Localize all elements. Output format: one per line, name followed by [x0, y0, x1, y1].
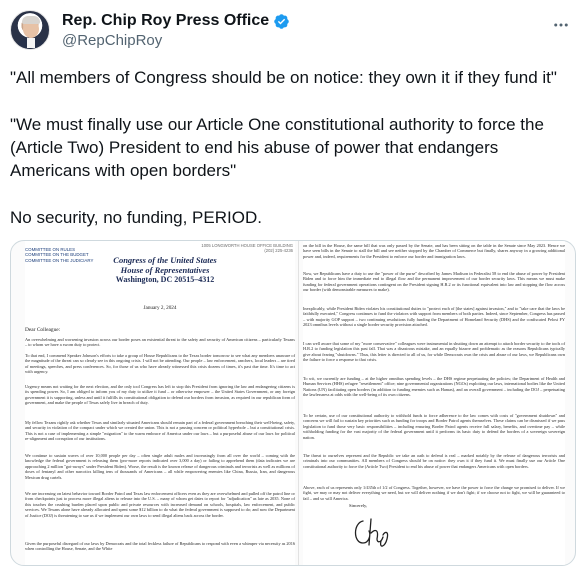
- more-options-icon[interactable]: [550, 14, 572, 36]
- letter-paragraph: To be certain, use of our constitutional authority to withhold funds to force adherence to the law comes with costs of "government shutdown" and concerns we will fail to sustain key priorities such as funding for troops and Border Patrol agents themselves. These claims can be dismissed if we pass legislation to fund those very basic responsibilities – including ensuring Border Patrol agents receive full salary, benefits, and overtime pay – while withholding funding for the vast majority of the federal government until it performs its basic duty to defend the borders of a sovereign sovereign nation.: [303, 413, 565, 440]
- letter-page-2: [303, 241, 565, 566]
- page-divider: [298, 241, 299, 566]
- verified-badge-icon: [273, 13, 290, 30]
- letterhead-congress: Congress of the United States: [113, 255, 217, 265]
- letter-paragraph: To wit, we currently are funding – at the higher omnibus spending levels – the DHS regime perpetuating the policies; the Department of Health and Human Services (HHS) refugee "resettlement" office; nine governmental organizations (NGOs) exploiting our laws, international bodies like the United Nations (UN) facilitating open borders (in addition to funding enemies such as Hamas), and an overall government – including the DOJ – perpetuating the lawlessness at odds with the well-being of its own citizens.: [303, 376, 565, 398]
- tweet-text-quote-1: "All members of Congress should be on notice: they own it if they fund it": [10, 68, 557, 87]
- letter-paragraph: An overwhelming and worsening invasion across our border poses an existential threat to the safety and security of American citizens – particularly Texans – to whom we have a sworn duty to protect.: [25, 337, 295, 348]
- letter-paragraph: Urgency means not waiting for the next election, and the only tool Congress has left to stop this President from ignoring the law and endangering citizens is its spending power. So, I am obliged to inform you of my duty to utilize it fund – or otherwise empower – the United States Government, or any foreign government it is supporting, unless and until it fulfills its constitutional obligation to defend our borders from invasion, as required in our republican form of government, and make the people of Texas safely live in breach of duty.: [25, 384, 295, 406]
- letter-date: January 2, 2024: [143, 305, 177, 311]
- tweet-header: [10, 8, 576, 52]
- letter-paragraph: Given the purposeful disregard of our laws by Democrats and the total feckless failure of Republicans to respond with even a whimper via necessity as 2016 when controlling the House, Senate, and the White: [25, 541, 295, 552]
- letter-paragraph: We are increasing on latest behavior toward Border Patrol and Texas law enforcement officers even as they are overwhelmed and pulled off the patrol line or from checkpoints just to process more illegal aliens to release into the U.S. – many of whom get dates to report for "adjudication" as late as 2035. None of this touches the crushing burden placed upon public and private resources with increased demand on schools, hospitals, law enforcement, and public services. We Texans alone have already allocated and spent some $12 billion to do what the federal government is supposed to do; and now the Department of Justice (DOJ) is threatening to sue us if we implement our own laws to send illegal aliens back across the border.: [25, 491, 295, 518]
- letter-paragraph: The threat to ourselves represent and the Republic we take an oath to defend is real – marked notably by the release of dangerous terrorists and criminals into our communities. All members of Congress should be on notice: they own it if they fund it. We must finally use our Article One constitutional authority to force the (Article Two) President to end his abuse of power that endangers Americans with open borders.: [303, 453, 565, 469]
- letterhead: [95, 255, 235, 285]
- letter-paragraph: I can well aware that some of my "more conservative" colleagues were instrumental in shutting down an attempt to attach border security to the tools of H.R.2 to funding legislation this past fall. That was a disastrous mistake, and an equally bizarre and problematic as the reasons Republicans typically give about fearing "shutdowns." Thus, this letter is directed to all of us, for while Democrats own the crisis and abuse of our laws, we Republicans own the failure to force a response to that crisis.: [303, 341, 565, 363]
- letter-page-1: [25, 241, 295, 566]
- name-row: [62, 12, 290, 30]
- account-handle[interactable]: @RepChipRoy: [62, 32, 163, 49]
- letter-paragraph: To that end, I commend Speaker Johnson's efforts to take a group of House Republicans to the Texas border tomorrow to see what any members unaware of the magnitude of the threat can so clearly see in this ongoing crisis. I will not be attending. Our people – law enforcement, ranchers, local leaders – are tired of meetings, speeches, and press conferences. So, for those of us who have already witnessed this crisis dozens of times, it's past due time. It's time to act with urgency.: [25, 353, 295, 375]
- letter-paragraph: We continue to sustain waves of over 10,000 people per day – often single adult males and increasingly from all over the world – coming with the knowledge the federal government is releasing them (pro-more reports indicated over 3,000 a day) or failing to apprehend them (data indicates we are approaching 2 million "got-aways" under President Biden). Worse, the result is the known release of dangerous criminals and terrorists as well as millions of doses of fentanyl and other narcotics killing tens of thousands of Americans – all while empowering enemies like China, Russia, Iran, and dangerous Mexican drug cartels.: [25, 453, 295, 480]
- letter-paragraph: Above, each of us represents only 1/435th of 1/2 of Congress. Together, however, we have the power to force the change we promised to deliver. If we fight, we may or may not deliver everything we need, but we will deliver nothing if we don't fight; if we choose not to fight, we will be guaranteed to fail – and so will America.: [303, 485, 565, 501]
- handwritten-signature-icon: [349, 513, 397, 553]
- display-name[interactable]: Rep. Chip Roy Press Office: [62, 12, 270, 29]
- letter-paragraph: My fellow Texans rightly ask whether Texas and similarly situated Americans should remain part of a federal government breaching their well-being, safety, and security in violation of the compact under which we created the union. This is not a passing concern or political hyperbole – but a constitutional crisis. This is not a case of implementing a simple "migration" to the warm embrace of America under our laws – but a purposeful abuse of our laws for political re-alignment and corruption of our institutions.: [25, 420, 295, 442]
- attached-letter-image[interactable]: [10, 240, 576, 566]
- tweet-text-quote-2: "We must finally use our Article One constitutional authority to force the (Article Two) President to end his abuse of power that endangers Americans with open borders": [10, 115, 544, 180]
- letterhead-city: Washington, DC 20515–4312: [115, 275, 215, 284]
- letter-paragraph: Now, we Republicans have a duty to use the "power of the purse" described by James Madison in Federalist 58 to end the abuse of power by President Biden and to force him the immediate end to illegal flow and the permanent improvement of our border security laws. This means we must make funding for federal government operations contingent on the President signing H.R.2 or its functional equivalent into law and stopping the flow across our border (with demonstrable measures to make).: [303, 271, 565, 293]
- avatar[interactable]: [10, 10, 50, 50]
- committee-item: COMMITTEE ON RULES: [25, 247, 76, 252]
- letter-paragraph: on the bill in the House, the same bill that was only passed by the Senate, and has been sitting on the table in the Senate since May 2023. Hence we have seen bills in the Senate to stall the bill and see neither stopped by the Chamber of Commerce but finally, shares anyway in a growing additional power and, indeed, requirements for the President to enforce our border and immigration laws.: [303, 243, 565, 259]
- committee-item: COMMITTEE ON THE JUDICIARY: [25, 257, 94, 263]
- salutation: Dear Colleague:: [25, 327, 61, 333]
- closing: Sincerely,: [349, 503, 368, 508]
- letterhead-house: House of Representatives: [120, 265, 210, 275]
- tweet-text-statement: No security, no funding, PERIOD.: [10, 208, 262, 227]
- letter-paragraph: Inexplicably, while President Biden violates his constitutional duties to "protect each of [the states] against invasion," and to "take care that the laws be faithfully executed," Congress continues to fund the violators with support from members of both parties. Indeed, since September, Congress has passed – with majority GOP support – two continuing resolutions fully funding the Department of Homeland Security (DHS) and the confiscated Pelosi FY 2023 omnibus levels without a single border security provision attached.: [303, 306, 565, 328]
- office-address: 1005 LONGWORTH HOUSE OFFICE BUILDING (202) 225-4236: [201, 243, 293, 253]
- committee-item: COMMITTEE ON THE BUDGET: [25, 252, 89, 258]
